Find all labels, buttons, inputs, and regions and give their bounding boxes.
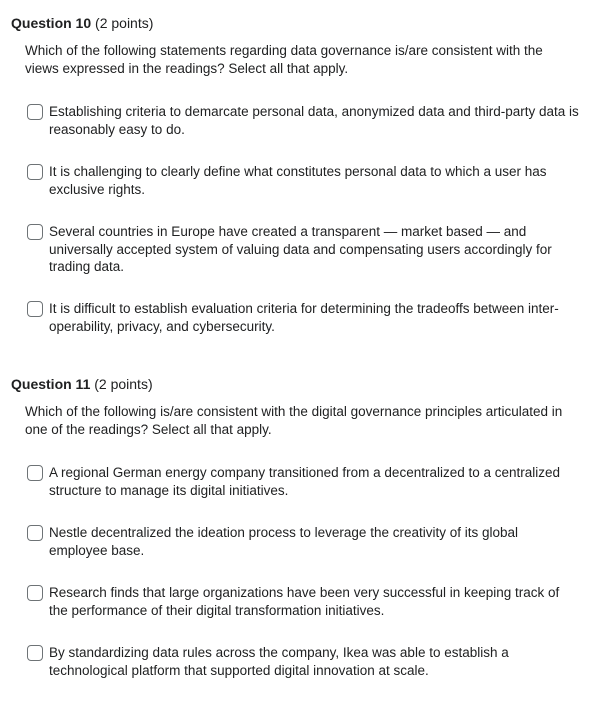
q11-option-1-checkbox[interactable] [27,465,43,481]
question-points: (2 points) [94,376,153,392]
q10-option-3-label[interactable]: Several countries in Europe have created a transparent — market based — and universally accepted system of valuing data and compensating users accordingly for trading data. [49,224,552,274]
q10-option-3-checkbox[interactable] [27,224,43,240]
question-points: (2 points) [95,15,154,31]
question-number: Question 11 [11,376,91,392]
q11-option-4-checkbox[interactable] [27,645,43,661]
question-10-prompt: Which of the following statements regarding data governance is/are consistent with the views expressed in the readings? Select all that apply. [25,43,543,76]
q11-option-2-checkbox[interactable] [27,525,43,541]
q10-option-2-label[interactable]: It is challenging to clearly define what constitutes personal data to which a user has exclusive rights. [49,164,547,197]
q11-option-3-label[interactable]: Research finds that large organizations have been very successful in keeping track of the performance of their digital transformation initiatives. [49,585,560,618]
q10-option-4-label[interactable]: It is difficult to establish evaluation criteria for determining the tradeoffs between inter-operability, privacy, and cybersecurity. [49,301,559,334]
question-number: Question 10 [11,15,92,31]
q11-option-3-checkbox[interactable] [27,585,43,601]
q11-option-2-label[interactable]: Nestle decentralized the ideation process to leverage the creativity of its global employee base. [49,525,519,558]
question-11-prompt: Which of the following is/are consistent with the digital governance principles articulated in one of the readings? Select all that apply. [25,404,563,437]
q10-option-2-checkbox[interactable] [27,164,43,180]
q10-option-4-checkbox[interactable] [27,301,43,317]
q10-option-1-checkbox[interactable] [27,104,43,120]
q11-option-4-label[interactable]: By standardizing data rules across the company, Ikea was able to establish a technological platform that supported digital innovation at scale. [49,645,509,678]
q11-option-1-label[interactable]: A regional German energy company transitioned from a decentralized to a centralized structure to manage its digital initiatives. [49,465,561,498]
question-11-header [11,375,153,393]
question-10-header [11,14,153,32]
q10-option-1-label[interactable]: Establishing criteria to demarcate personal data, anonymized data and third-party data is reasonably easy to do. [49,104,579,137]
